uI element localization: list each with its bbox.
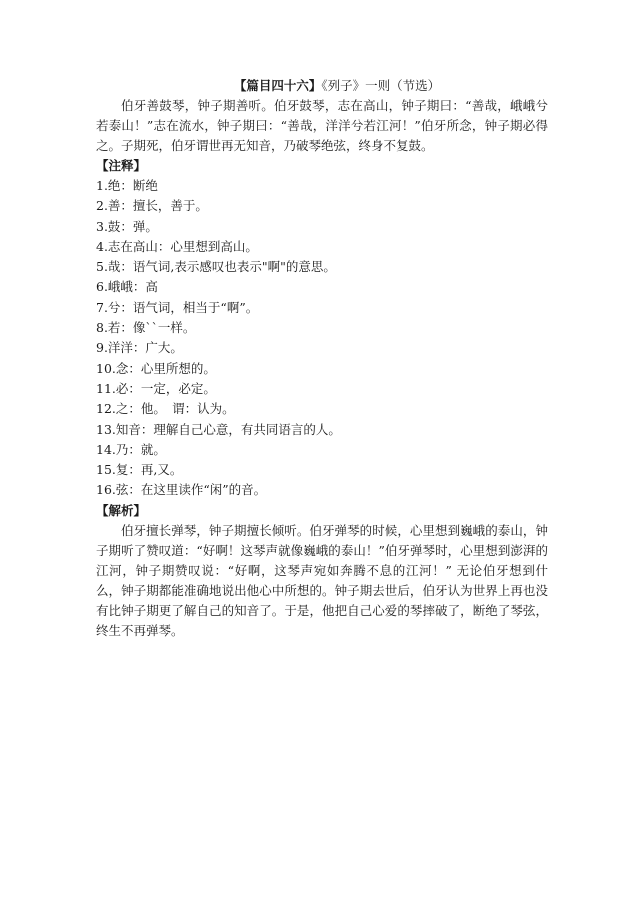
note-item: 2.善：擅长，善于。 [96, 198, 208, 214]
note-item: 9.洋洋：广大。 [96, 340, 183, 356]
note-item: 12.之：他。 谓：认为。 [96, 401, 235, 417]
analysis-paragraph: 伯牙擅长弹琴，钟子期擅长倾听。伯牙弹琴的时候，心里想到巍峨的泰山，钟子期听了赞叹道：“好啊！这琴声就像巍峨的泰山！”伯牙弹琴时，心里想到澎湃的江河，钟子期赞叹说：“好啊，这琴声宛如奔腾不息的江河！” 无论伯牙想到什么，钟子期都能准确地说出他心中所想的。钟子期去世后，伯牙认为世界上再也没有比钟子期更了解自己的知音了。于是，他把自己心爱的琴摔破了，断绝了琴弦，终生不再弹琴。 [96, 522, 548, 638]
note-item: 16.弦：在这里读作“闲”的音。 [96, 482, 267, 498]
analysis-heading: 【解析】 [96, 502, 147, 518]
note-item: 13.知音：理解自己心意，有共同语言的人。 [96, 421, 341, 437]
note-item: 8.若：像``一样。 [96, 320, 196, 336]
notes-list [96, 176, 548, 501]
note-item: 4.志在高山：心里想到高山。 [96, 238, 258, 254]
note-item: 15.复：再,又。 [96, 462, 183, 478]
document-title [126, 76, 548, 96]
note-item: 14.乃：就。 [96, 441, 166, 457]
note-item: 5.哉：语气词,表示感叹也表示"啊"的意思。 [96, 259, 336, 275]
note-item: 11.必：一定，必定。 [96, 380, 216, 396]
title-book-name: 《列子》 [321, 78, 366, 93]
title-suffix: 一则（节选） [365, 78, 441, 93]
note-item: 3.鼓：弹。 [96, 218, 158, 234]
original-text-paragraph: 伯牙善鼓琴，钟子期善听。伯牙鼓琴，志在高山，钟子期曰：“善哉，峨峨兮若泰山！”志在流水，钟子期曰：“善哉，洋洋兮若江河！”伯牙所念，钟子期必得之。子期死，伯牙谓世再无知音，乃破琴绝弦，终身不复鼓。 [96, 98, 548, 153]
note-item: 1.绝：断绝 [96, 178, 158, 193]
title-section-label: 【篇目四十六】 [233, 78, 322, 93]
note-item: 6.峨峨：高 [96, 279, 158, 295]
document-page [96, 76, 548, 641]
note-item: 10.念：心里所想的。 [96, 360, 216, 376]
note-item: 7.兮：语气词，相当于“啊”。 [96, 299, 259, 315]
notes-heading: 【注释】 [96, 158, 147, 173]
